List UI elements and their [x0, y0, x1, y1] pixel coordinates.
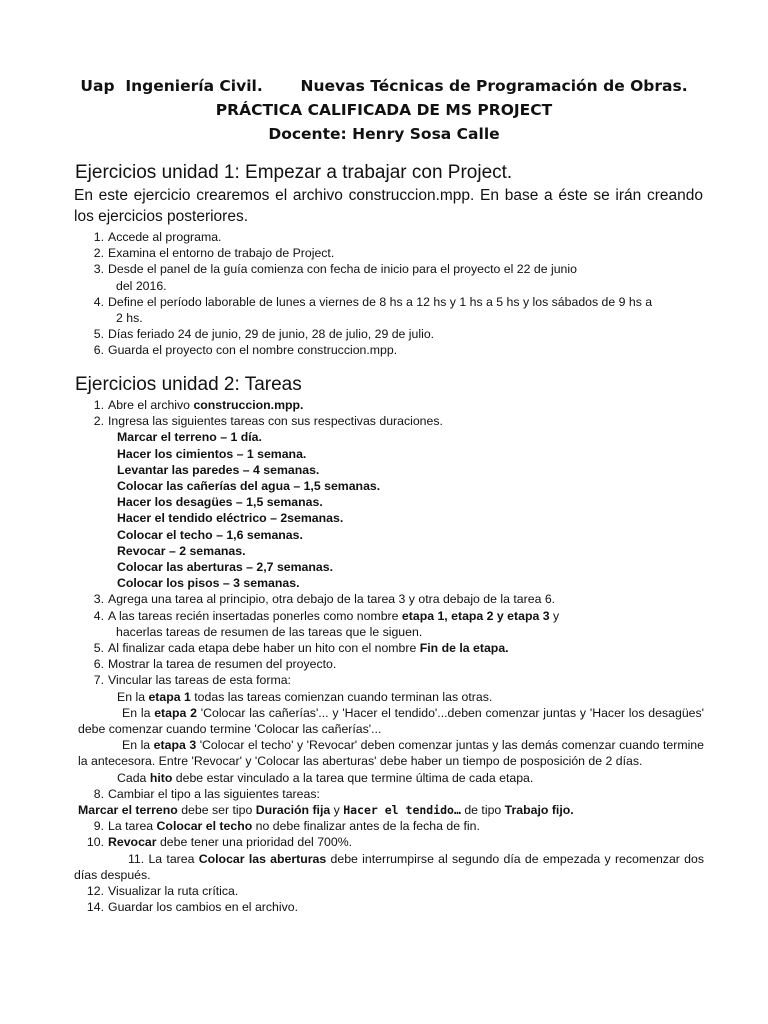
list-item: 1. Accede al programa. [93, 230, 222, 244]
list-item: 14. Guardar los cambios en el archivo. [86, 900, 299, 915]
link-rule-paragraph: En la etapa 2 'Colocar las cañerías'... y 'Hacer el tendido'...deben comenzar juntas y 'Hacer los desagües' debe comenzar cuando termine 'Colocar las cañerías'... [78, 705, 704, 737]
task-entry: Colocar las aberturas – 2,7 semanas. [117, 560, 333, 575]
task-entry: Marcar el terreno – 1 día. [117, 430, 262, 445]
list-item: 1. Abre el archivo construccion.mpp. [93, 398, 304, 412]
list-item-continuation: hacerlas tareas de resumen de las tareas que le siguen. [116, 624, 423, 639]
list-item-continuation: del 2016. [116, 278, 167, 293]
task-entry: Hacer el tendido eléctrico – 2semanas. [117, 511, 344, 526]
header-course: Uap Ingeniería Civil. [80, 77, 263, 95]
list-item: 4. Define el período laborable de lunes a viernes de 8 hs a 12 hs y 1 hs a 5 hs y los sábados de 9 hs a [93, 294, 653, 309]
list-item: 5. Días feriado 24 de junio, 29 de junio, 28 de julio, 29 de julio. [93, 327, 435, 342]
header-subject: Nuevas Técnicas de Programación de Obras. [300, 77, 688, 95]
task-entry: Hacer los desagües – 1,5 semanas. [117, 495, 323, 510]
list-item: 3. Agrega una tarea al principio, otra debajo de la tarea 3 y otra debajo de la tarea 6. [93, 592, 556, 607]
unit2-title: Ejercicios unidad 2: Tareas [75, 374, 302, 395]
task-entry: Colocar el techo – 1,6 semanas. [117, 527, 303, 542]
task-entry: Colocar las cañerías del agua – 1,5 semanas. [117, 479, 381, 494]
list-item: 8. Cambiar el tipo a las siguientes tareas: [93, 786, 320, 801]
link-rule-paragraph: Cada hito debe estar vinculado a la tarea que termine última de cada etapa. [117, 770, 534, 785]
list-item: 4. A las tareas recién insertadas ponerles como nombre etapa 1, etapa 2 y etapa 3 y [93, 608, 560, 623]
list-item-continuation: 2 hs. [116, 311, 143, 326]
list-item: 11. La tarea Colocar las aberturas debe interrumpirse al segundo día de empezada y recomenzar dos días después. [74, 851, 704, 882]
list-item: 6. Mostrar la tarea de resumen del proyecto. [93, 657, 337, 672]
list-item: 5. Al finalizar cada etapa debe haber un hito con el nombre Fin de la etapa. [93, 641, 509, 656]
unit1-title: Ejercicios unidad 1: Empezar a trabajar con Project. [75, 162, 513, 183]
task-entry: Revocar – 2 semanas. [117, 543, 246, 558]
header-line-2: PRÁCTICA CALIFICADA DE MS PROJECT [215, 101, 553, 119]
task-type-line: Marcar el terreno debe ser tipo Duración fija y Hacer el tendido… de tipo Trabajo fijo. [78, 803, 574, 818]
task-entry: Colocar los pisos – 3 semanas. [117, 576, 300, 591]
document-header [0, 74, 768, 146]
task-entry: Hacer los cimientos – 1 semana. [117, 446, 307, 461]
list-item: 2. Examina el entorno de trabajo de Project. [93, 246, 335, 261]
unit2-list [74, 397, 704, 916]
list-item: 2. Ingresa las siguientes tareas con sus respectivas duraciones. [93, 414, 443, 429]
unit1-list [74, 229, 704, 359]
list-item: 6. Guarda el proyecto con el nombre construccion.mpp. [93, 343, 398, 358]
header-line-1 [0, 74, 768, 98]
link-rule-paragraph: En la etapa 1 todas las tareas comienzan cuando terminan las otras. [117, 689, 493, 704]
task-entry: Levantar las paredes – 4 semanas. [117, 462, 320, 477]
list-item: 3. Desde el panel de la guía comienza con fecha de inicio para el proyecto el 22 de junio [93, 262, 577, 277]
list-item: 12. Visualizar la ruta crítica. [86, 884, 239, 899]
list-item: 7. Vincular las tareas de esta forma: [93, 673, 291, 688]
unit1-intro: En este ejercicio crearemos el archivo construccion.mpp. En base a éste se irán creando los ejercicios posteriores. [74, 187, 703, 225]
list-item: 9. La tarea Colocar el techo no debe finalizar antes de la fecha de fin. [93, 819, 480, 834]
header-line-3: Docente: Henry Sosa Calle [268, 125, 500, 143]
list-item: 10. Revocar debe tener una prioridad del 700%. [86, 835, 353, 850]
link-rule-paragraph: En la etapa 3 'Colocar el techo' y 'Revocar' deben comenzar juntas y las demás comenzar cuando termine la antecesora. Entre 'Revocar' y 'Colocar las aberturas' debe haber un tiempo de posposición de 2 días. [78, 738, 704, 769]
